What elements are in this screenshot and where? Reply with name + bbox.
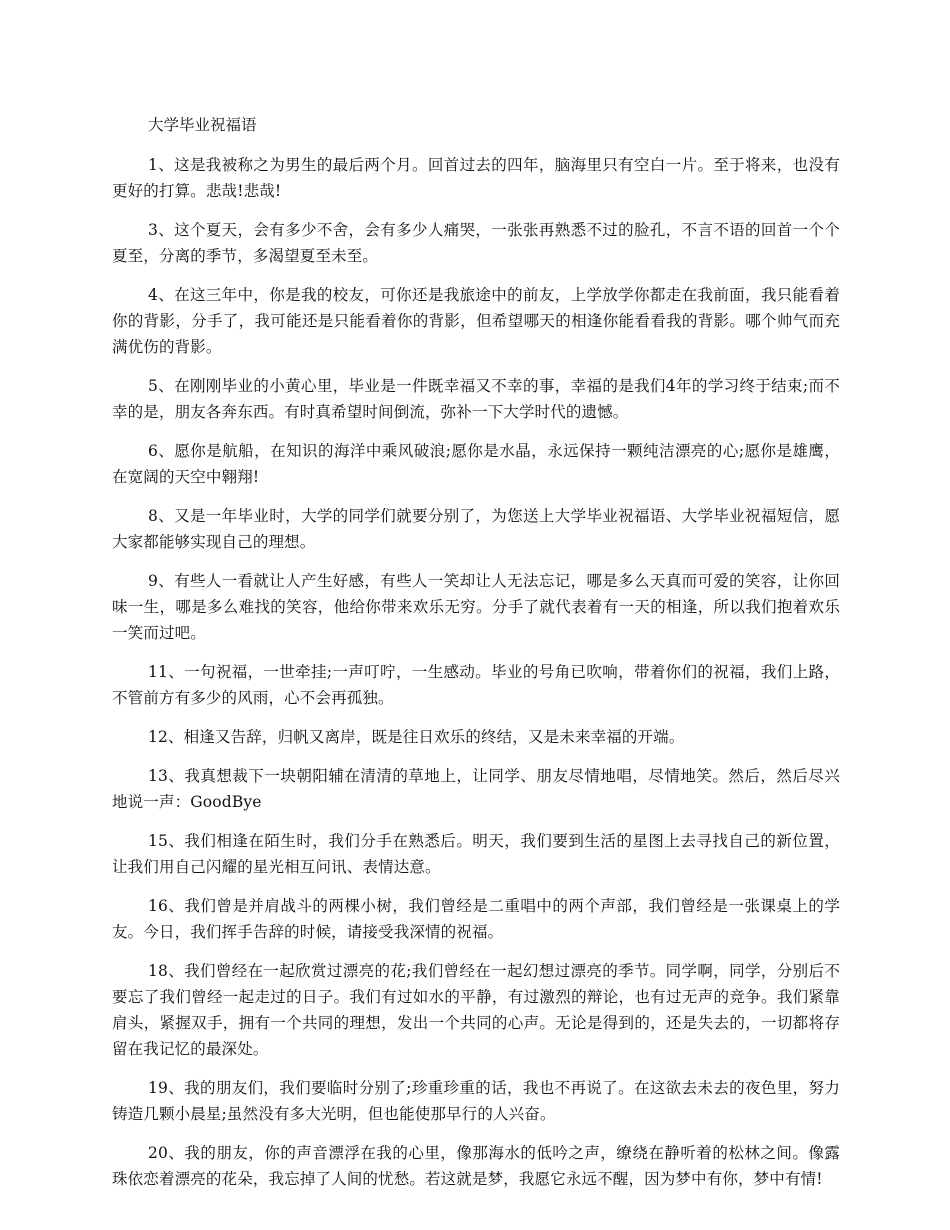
paragraph-15: 15、我们相逢在陌生时，我们分手在熟悉后。明天，我们要到生活的星图上去寻找自己的新位置，让我们用自己闪耀的星光相互问讯、表情达意。 (112, 832, 840, 876)
paragraph-6: 6、愿你是航船，在知识的海洋中乘风破浪;愿你是水晶，永远保持一颗纯洁漂亮的心;愿你是雄鹰，在宽阔的天空中翱翔! (112, 442, 840, 486)
document-title: 大学毕业祝福语 (148, 116, 257, 134)
paragraph-18: 18、我们曾经在一起欣赏过漂亮的花;我们曾经在一起幻想过漂亮的季节。同学啊，同学，分别后不要忘了我们曾经一起走过的日子。我们有过如水的平静，有过激烈的辩论，也有过无声的竞争。我们紧靠肩头，紧握双手，拥有一个共同的理想，发出一个共同的心声。无论是得到的，还是失去的，一切都将存留在我记忆的最深处。 (112, 962, 840, 1058)
paragraph-5: 5、在刚刚毕业的小黄心里，毕业是一件既幸福又不幸的事，幸福的是我们4年的学习终于结束;而不幸的是，朋友各奔东西。有时真希望时间倒流，弥补一下大学时代的遗憾。 (112, 377, 840, 421)
paragraph-16: 16、我们曾是并肩战斗的两棵小树，我们曾经是二重唱中的两个声部，我们曾经是一张课桌上的学友。今日，我们挥手告辞的时候，请接受我深情的祝福。 (112, 897, 840, 941)
document-page (112, 112, 840, 1205)
paragraph-20: 20、我的朋友，你的声音漂浮在我的心里，像那海水的低吟之声，缭绕在静听着的松林之间。像露珠依恋着漂亮的花朵，我忘掉了人间的忧愁。若这就是梦，我愿它永远不醒，因为梦中有你，梦中有情! (112, 1144, 840, 1188)
paragraph-1: 1、这是我被称之为男生的最后两个月。回首过去的四年，脑海里只有空白一片。至于将来，也没有更好的打算。悲哉!悲哉! (112, 156, 840, 200)
paragraph-8: 8、又是一年毕业时，大学的同学们就要分别了，为您送上大学毕业祝福语、大学毕业祝福短信，愿大家都能够实现自己的理想。 (112, 507, 840, 551)
paragraph-11: 11、一句祝福，一世牵挂;一声叮咛，一生感动。毕业的号角已吹响，带着你们的祝福，我们上路，不管前方有多少的风雨，心不会再孤独。 (112, 663, 840, 707)
paragraph-19: 19、我的朋友们，我们要临时分别了;珍重珍重的话，我也不再说了。在这欲去未去的夜色里，努力铸造几颗小晨星;虽然没有多大光明，但也能使那早行的人兴奋。 (112, 1079, 840, 1123)
paragraph-4: 4、在这三年中，你是我的校友，可你还是我旅途中的前友，上学放学你都走在我前面，我只能看着你的背影，分手了，我可能还是只能看着你的背影，但希望哪天的相逢你能看看我的背影。哪个帅气而充满优伤的背影。 (112, 286, 840, 356)
paragraph-12: 12、相逢又告辞，归帆又离岸，既是往日欢乐的终结，又是未来幸福的开端。 (148, 728, 685, 746)
paragraph-3: 3、这个夏天，会有多少不舍，会有多少人痛哭，一张张再熟悉不过的脸孔，不言不语的回首一个个夏至，分离的季节，多渴望夏至未至。 (112, 221, 840, 265)
paragraph-13: 13、我真想裁下一块朝阳辅在清清的草地上，让同学、朋友尽情地唱，尽情地笑。然后，然后尽兴地说一声：GoodBye (112, 767, 840, 811)
paragraph-9: 9、有些人一看就让人产生好感，有些人一笑却让人无法忘记，哪是多么天真而可爱的笑容，让你回味一生，哪是多么难找的笑容，他给你带来欢乐无穷。分手了就代表着有一天的相逢，所以我们抱着欢乐一笑而过吧。 (112, 572, 840, 642)
